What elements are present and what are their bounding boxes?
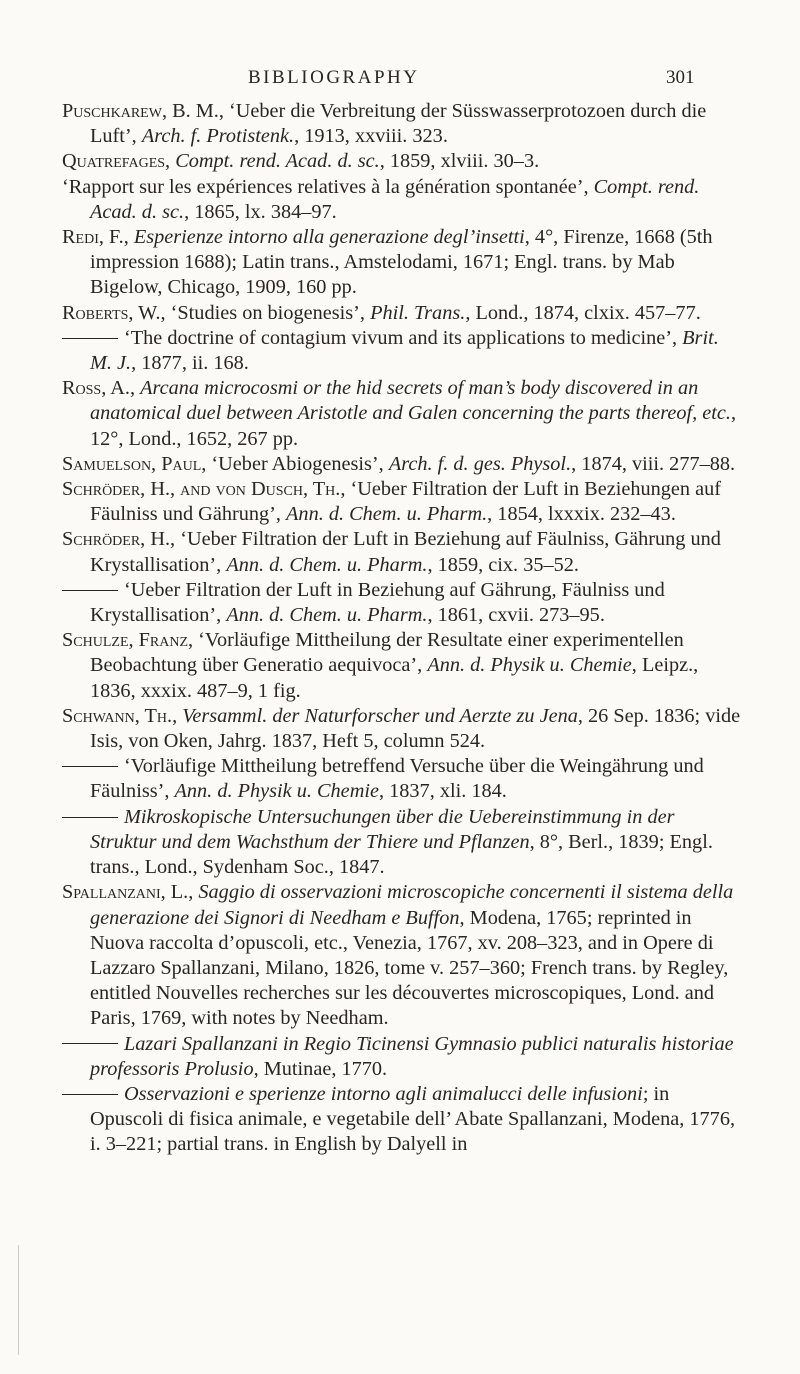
entry-reference: , 1861, cxvii. 273–95. bbox=[427, 604, 605, 627]
entry-reference: , 26 Sep. 1836; vide Isis, von Oken, Jahrg. 1837, Heft 5, column 524. bbox=[90, 704, 741, 753]
bibliography-entry bbox=[62, 527, 742, 577]
ditto-dash bbox=[62, 338, 118, 339]
entry-reference: , 1874, viii. 277–88. bbox=[571, 452, 736, 475]
entry-journal: Compt. rend. Acad. d. sc. bbox=[90, 175, 700, 223]
entry-text: ‘The doctrine of contagium vivum and its applications to medicine’, bbox=[124, 326, 683, 349]
page-number: 301 bbox=[666, 67, 695, 88]
entry-journal: Compt. rend. Acad. d. sc. bbox=[175, 150, 380, 173]
entry-reference: , 1877, ii. 168. bbox=[131, 352, 249, 375]
bibliography-entry bbox=[62, 175, 742, 225]
entry-text: , ‘Ueber Filtration der Luft in Beziehungen auf Fäulniss und Gährung’, bbox=[90, 478, 722, 526]
ditto-dash bbox=[62, 1043, 118, 1044]
entry-author: Redi, F. bbox=[62, 226, 124, 249]
entry-reference: , 12°, Lond., 1652, 267 pp. bbox=[90, 402, 737, 450]
entry-journal: Ann. d. Physik u. Chemie bbox=[174, 780, 379, 803]
entry-reference: , Modena, 1765; reprinted in Nuova raccolta d’opuscoli, etc., Venezia, 1767, xv. 208–323, and in Opere di Lazzaro Spallanzani, Milano, 1826, tome v. 257–360; French trans. by Regley, entitled Nouvelles recherches sur les découvertes microscopiques, Lond. and Paris, 1769, with notes by Needham. bbox=[90, 906, 729, 1030]
entry-author: Roberts, W. bbox=[62, 301, 161, 324]
running-head: BIBLIOGRAPHY bbox=[248, 67, 420, 88]
entry-author: Schulze, Franz bbox=[62, 629, 189, 652]
entry-reference: , 1837, xli. 184. bbox=[378, 780, 507, 803]
entry-text: , bbox=[188, 881, 199, 904]
bibliography-entry bbox=[62, 149, 742, 174]
entry-author: Schröder, H. bbox=[62, 528, 171, 551]
entry-journal: Arch. f. Protistenk. bbox=[141, 125, 295, 148]
page-header bbox=[0, 67, 800, 91]
entry-text: , ‘Ueber Filtration der Luft in Beziehung auf Fäulniss, Gährung und Krystallisation’, bbox=[90, 528, 721, 576]
bibliography-list bbox=[62, 99, 742, 1158]
entry-reference: , 8°, Berl., 1839; Engl. trans., Lond., Sydenham Soc., 1847. bbox=[90, 830, 713, 879]
entry-journal: Osservazioni e sperienze intorno agli animalucci delle infusioni bbox=[124, 1082, 643, 1105]
ditto-dash bbox=[62, 766, 118, 767]
entry-reference: , 1913, xxviii. 323. bbox=[294, 125, 448, 148]
entry-text: , bbox=[123, 226, 134, 249]
entry-reference: , Leipz., 1836, xxxix. 487–9, 1 fig. bbox=[90, 654, 699, 702]
entry-journal: Brit. M. J. bbox=[90, 326, 719, 375]
bibliography-entry bbox=[62, 1032, 742, 1082]
entry-journal: Ann. d. Chem. u. Pharm. bbox=[226, 604, 428, 627]
entry-author: Ross, A. bbox=[62, 377, 130, 400]
entry-reference: , 1859, xlviii. 30–3. bbox=[379, 150, 540, 173]
entry-reference: , Lond., 1874, clxix. 457–77. bbox=[465, 301, 701, 324]
bibliography-entry bbox=[62, 477, 742, 527]
entry-text: ‘Rapport sur les expériences relatives à la génération spontanée’, bbox=[62, 175, 594, 198]
bibliography-entry bbox=[62, 880, 742, 1031]
entry-text: , ‘Ueber Abiogenesis’, bbox=[201, 452, 389, 475]
bibliography-entry bbox=[62, 99, 742, 149]
entry-journal: Ann. d. Chem. u. Pharm. bbox=[226, 553, 428, 576]
ditto-dash bbox=[62, 590, 118, 591]
ditto-dash bbox=[62, 817, 118, 818]
entry-journal: Esperienze intorno alla generazione degl’insetti bbox=[133, 226, 525, 249]
bibliography-entry bbox=[62, 326, 742, 376]
bibliography-entry bbox=[62, 805, 742, 881]
entry-reference: ; in Opuscoli di fisica animale, e vegetabile dell’ Abate Spallanzani, Modena, 1776, i. 3–221; partial trans. in English by Dalyell in bbox=[90, 1082, 736, 1156]
entry-reference: , 1859, cix. 35–52. bbox=[427, 553, 579, 576]
entry-journal: Phil. Trans. bbox=[370, 301, 466, 324]
entry-journal: Arcana microcosmi or the hid secrets of man’s body discovered in an anatomical duel between Aristotle and Galen concerning the parts thereof, etc. bbox=[90, 377, 731, 425]
ditto-dash bbox=[62, 1094, 118, 1095]
entry-reference: , 1854, lxxxix. 232–43. bbox=[487, 503, 676, 526]
entry-text: , ‘Vorläufige Mittheilung der Resultate einer experimentellen Beobachtung über Generatio aequivoca’, bbox=[90, 629, 684, 677]
entry-author: Spallanzani, L. bbox=[62, 881, 189, 904]
entry-journal: Ann. d. Physik u. Chemie bbox=[427, 654, 632, 677]
bibliography-entry bbox=[62, 704, 742, 754]
entry-journal: Saggio di osservazioni microscopiche concernenti il sistema della generazione dei Signori di Needham e Buffon bbox=[90, 881, 734, 929]
entry-text: ‘Vorläufige Mittheilung betreffend Versuche über die Weingährung und Fäulniss’, bbox=[90, 755, 704, 803]
entry-author: Quatrefages, bbox=[62, 150, 171, 173]
entry-author: Samuelson, Paul bbox=[62, 452, 202, 475]
entry-journal: Versamml. der Naturforscher und Aerzte zu Jena bbox=[182, 704, 578, 727]
entry-journal: Arch. f. d. ges. Physol. bbox=[388, 452, 572, 475]
bibliography-entry bbox=[62, 754, 742, 804]
bibliography-entry bbox=[62, 301, 742, 326]
entry-text: ‘Ueber Filtration der Luft in Beziehung auf Gährung, Fäulniss und Krystallisation’, bbox=[90, 578, 665, 627]
entry-text: , ‘Ueber die Verbreitung der Süsswasserprotozoen durch die Luft’, bbox=[90, 100, 707, 148]
entry-text: , ‘Studies on biogenesis’, bbox=[160, 301, 371, 324]
entry-author: Schröder, H., and von Dusch, Th. bbox=[62, 478, 341, 501]
entry-author: Puschkarew, B. M. bbox=[62, 100, 219, 122]
bibliography-entry bbox=[62, 376, 742, 452]
bibliography-entry bbox=[62, 578, 742, 628]
bibliography-entry bbox=[62, 225, 742, 301]
entry-author: Schwann, Th. bbox=[62, 704, 173, 727]
margin-rule bbox=[18, 1245, 19, 1355]
entry-journal: Mikroskopische Untersuchungen über die Uebereinstimmung in der Struktur und dem Wachsthum der Thiere und Pflanzen bbox=[90, 805, 675, 853]
entry-journal: Lazari Spallanzani in Regio Ticinensi Gymnasio publici naturalis historiae professoris Prolusio bbox=[90, 1032, 734, 1080]
bibliography-entry bbox=[62, 452, 742, 477]
entry-reference: , 4°, Firenze, 1668 (5th impression 1688); Latin trans., Amstelodami, 1671; Engl. trans. by Mab Bigelow, Chicago, 1909, 160 pp. bbox=[90, 226, 713, 299]
entry-text: , bbox=[172, 704, 183, 727]
bibliography-entry bbox=[62, 628, 742, 704]
entry-reference: , Mutinae, 1770. bbox=[253, 1057, 388, 1080]
bibliography-entry bbox=[62, 1082, 742, 1158]
entry-text: , bbox=[129, 377, 141, 400]
entry-reference: , 1865, lx. 384–97. bbox=[184, 200, 337, 223]
entry-journal: Ann. d. Chem. u. Pharm. bbox=[286, 503, 488, 526]
